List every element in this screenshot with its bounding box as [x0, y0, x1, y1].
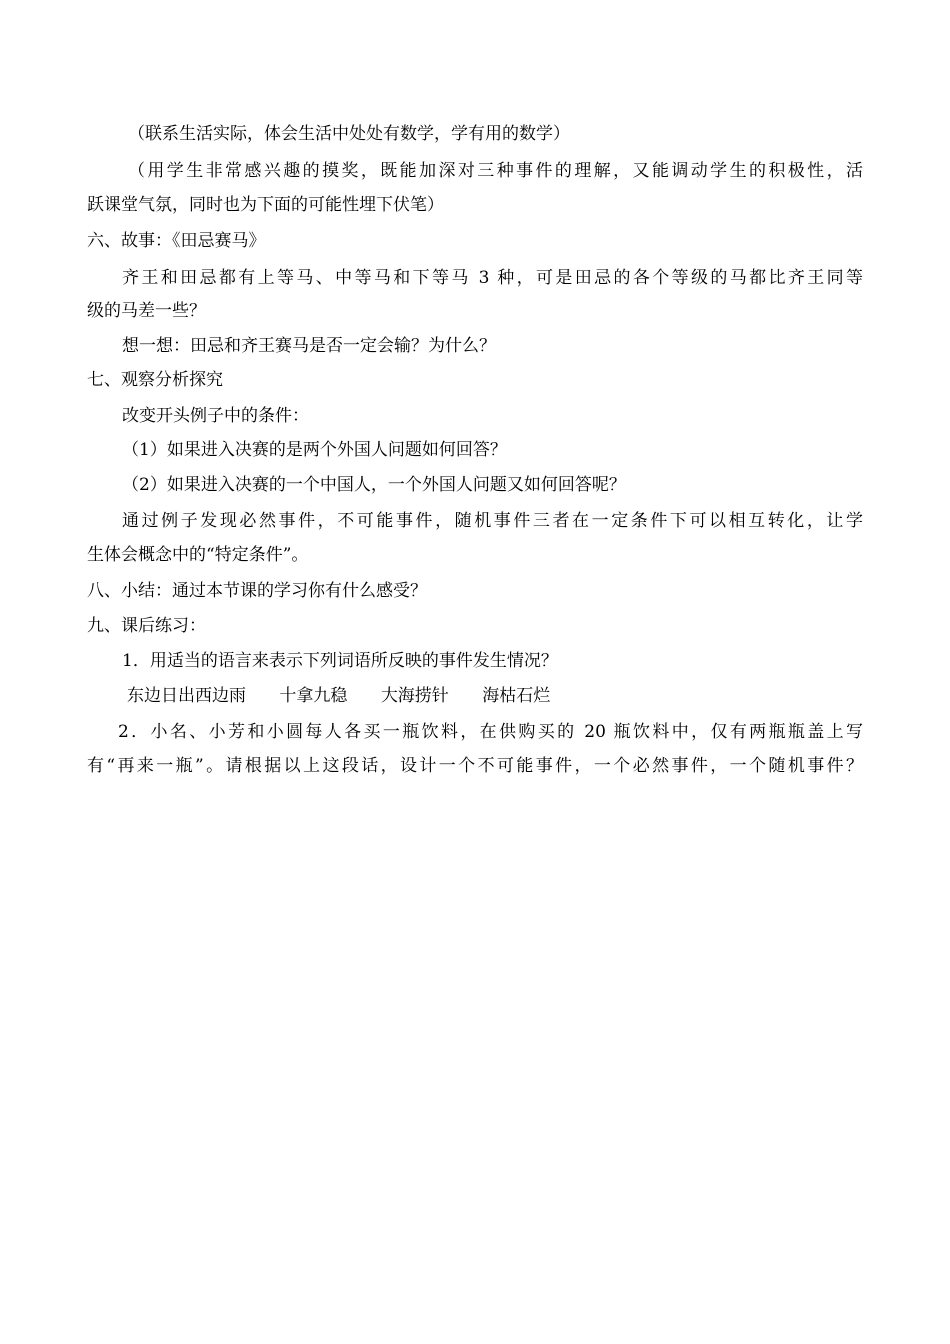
body-line: 改变开头例子中的条件：	[122, 406, 309, 426]
body-line: 通过例子发现必然事件，不可能事件，随机事件三者在一定条件下可以相互转化，让学	[122, 511, 863, 531]
question-line: （2）如果进入决赛的一个中国人，一个外国人问题又如何回答呢？	[122, 475, 626, 495]
idiom-item: 大海捞针	[380, 686, 449, 706]
exercise-line: 1．用适当的语言来表示下列词语所反映的事件发生情况？	[122, 651, 558, 671]
idiom-list	[127, 686, 863, 706]
body-line: 生体会概念中的“特定条件”。	[87, 545, 309, 565]
note-line: （用学生非常感兴趣的摸奖，既能加深对三种事件的理解，又能调动学生的积极性，活	[128, 161, 863, 181]
section-heading: 八、小结：通过本节课的学习你有什么感受？	[87, 581, 427, 601]
question-line: （1）如果进入决赛的是两个外国人问题如何回答？	[122, 440, 507, 460]
idiom-item: 海枯石烂	[482, 686, 551, 706]
question-line: 想一想：田忌和齐王赛马是否一定会输？为什么？	[122, 336, 496, 356]
section-heading: 六、故事：《田忌赛马》	[87, 231, 266, 251]
exercise-line: 2．小名、小芳和小圆每人各买一瓶饮料，在供购买的 20 瓶饮料中，仅有两瓶瓶盖上写	[118, 722, 863, 742]
section-heading: 七、观察分析探究	[87, 370, 223, 390]
idiom-item: 东边日出西边雨	[127, 686, 246, 706]
idiom-item: 十拿九稳	[279, 686, 348, 706]
exercise-line: 有“再来一瓶”。请根据以上这段话，设计一个不可能事件，一个必然事件，一个随机事件？	[87, 756, 863, 776]
section-heading: 九、课后练习：	[87, 616, 206, 636]
story-paragraph: 齐王和田忌都有上等马、中等马和下等马 3 种，可是田忌的各个等级的马都比齐王同等	[122, 268, 863, 288]
note-line: 跃课堂气氛，同时也为下面的可能性埋下伏笔）	[87, 195, 444, 215]
note-line: （联系生活实际，体会生活中处处有数学，学有用的数学）	[128, 124, 570, 144]
story-paragraph: 级的马差一些？	[87, 301, 206, 321]
